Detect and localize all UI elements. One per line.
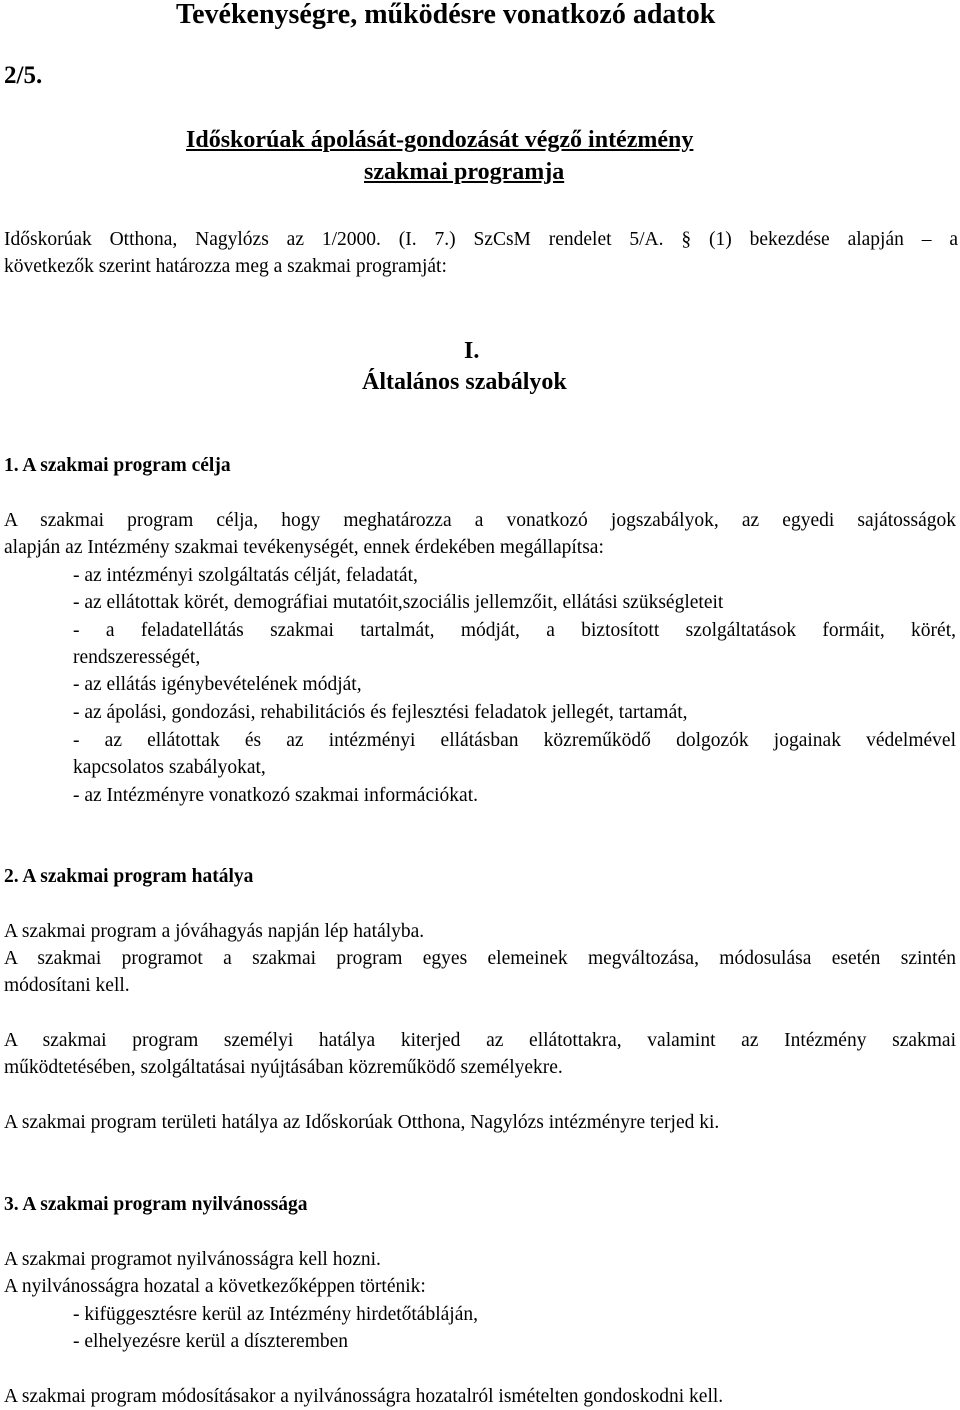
section-1-paragraph-line-2: alapján az Intézmény szakmai tevékenységét, ennek érdekében megállapítsa: bbox=[4, 537, 604, 558]
section-1-paragraph-line-1: A szakmai program célja, hogy meghatározza a vonatkozó jogszabályok, az egyedi sajátosságok bbox=[4, 510, 956, 531]
page-title: Tevékenységre, működésre vonatkozó adatok bbox=[176, 0, 716, 30]
doc-title-line-1: Időskorúak ápolását-gondozását végző intézmény bbox=[186, 127, 694, 153]
paragraph-line: A szakmai programot nyilvánosságra kell hozni. bbox=[4, 1249, 381, 1270]
list-item: - az intézményi szolgáltatás célját, feladatát, bbox=[73, 565, 418, 586]
paragraph-line: A szakmai programot a szakmai program egyes elemeinek megváltozása, módosulása esetén szintén bbox=[4, 948, 956, 969]
list-item: - az ellátottak körét, demográfiai mutatóit,szociális jellemzőit, ellátási szükségleteit bbox=[73, 592, 724, 613]
list-item: - elhelyezésre kerül a díszteremben bbox=[73, 1331, 349, 1352]
list-item-continuation: kapcsolatos szabályokat, bbox=[73, 757, 266, 778]
section-number: 2/5. bbox=[4, 62, 43, 89]
chapter-number: I. bbox=[464, 338, 480, 364]
list-item: - az ellátás igénybevételének módját, bbox=[73, 674, 362, 695]
doc-title-line-2: szakmai programja bbox=[364, 159, 565, 185]
intro-line-2: következők szerint határozza meg a szakmai programját: bbox=[4, 256, 447, 277]
paragraph-line: A szakmai program a jóváhagyás napján lép hatályba. bbox=[4, 921, 425, 942]
list-item: - az ápolási, gondozási, rehabilitációs és fejlesztési feladatok jellegét, tartamát, bbox=[73, 702, 688, 723]
paragraph-line: A nyilvánosságra hozatal a következőképpen történik: bbox=[4, 1276, 426, 1297]
section-1-heading: 1. A szakmai program célja bbox=[4, 455, 231, 476]
section-2-heading: 2. A szakmai program hatálya bbox=[4, 866, 254, 887]
paragraph-line: működtetésében, szolgáltatásai nyújtásában közreműködő személyekre. bbox=[4, 1057, 563, 1078]
list-item: - a feladatellátás szakmai tartalmát, módját, a biztosított szolgáltatások formáit, körét, bbox=[73, 620, 956, 641]
list-item: - kifüggesztésre kerül az Intézmény hirdetőtábláján, bbox=[73, 1304, 478, 1325]
chapter-title: Általános szabályok bbox=[362, 369, 567, 395]
section-3-heading: 3. A szakmai program nyilvánossága bbox=[4, 1194, 308, 1215]
paragraph-line: A szakmai program területi hatálya az Időskorúak Otthona, Nagylózs intézményre terjed ki. bbox=[4, 1112, 720, 1133]
paragraph-line: A szakmai program személyi hatálya kiterjed az ellátottakra, valamint az Intézmény szakmai bbox=[4, 1030, 956, 1051]
paragraph-line: módosítani kell. bbox=[4, 975, 130, 996]
list-item: - az ellátottak és az intézményi ellátásban közreműködő dolgozók jogainak védelmével bbox=[73, 730, 956, 751]
intro-line-1: Időskorúak Otthona, Nagylózs az 1/2000. (I. 7.) SzCsM rendelet 5/A. § (1) bekezdése alapján – a bbox=[4, 229, 958, 250]
list-item-continuation: rendszerességét, bbox=[73, 647, 201, 668]
list-item: - az Intézményre vonatkozó szakmai információkat. bbox=[73, 785, 478, 806]
paragraph-line: A szakmai program módosításakor a nyilvánosságra hozatalról ismételten gondoskodni kell. bbox=[4, 1386, 724, 1407]
